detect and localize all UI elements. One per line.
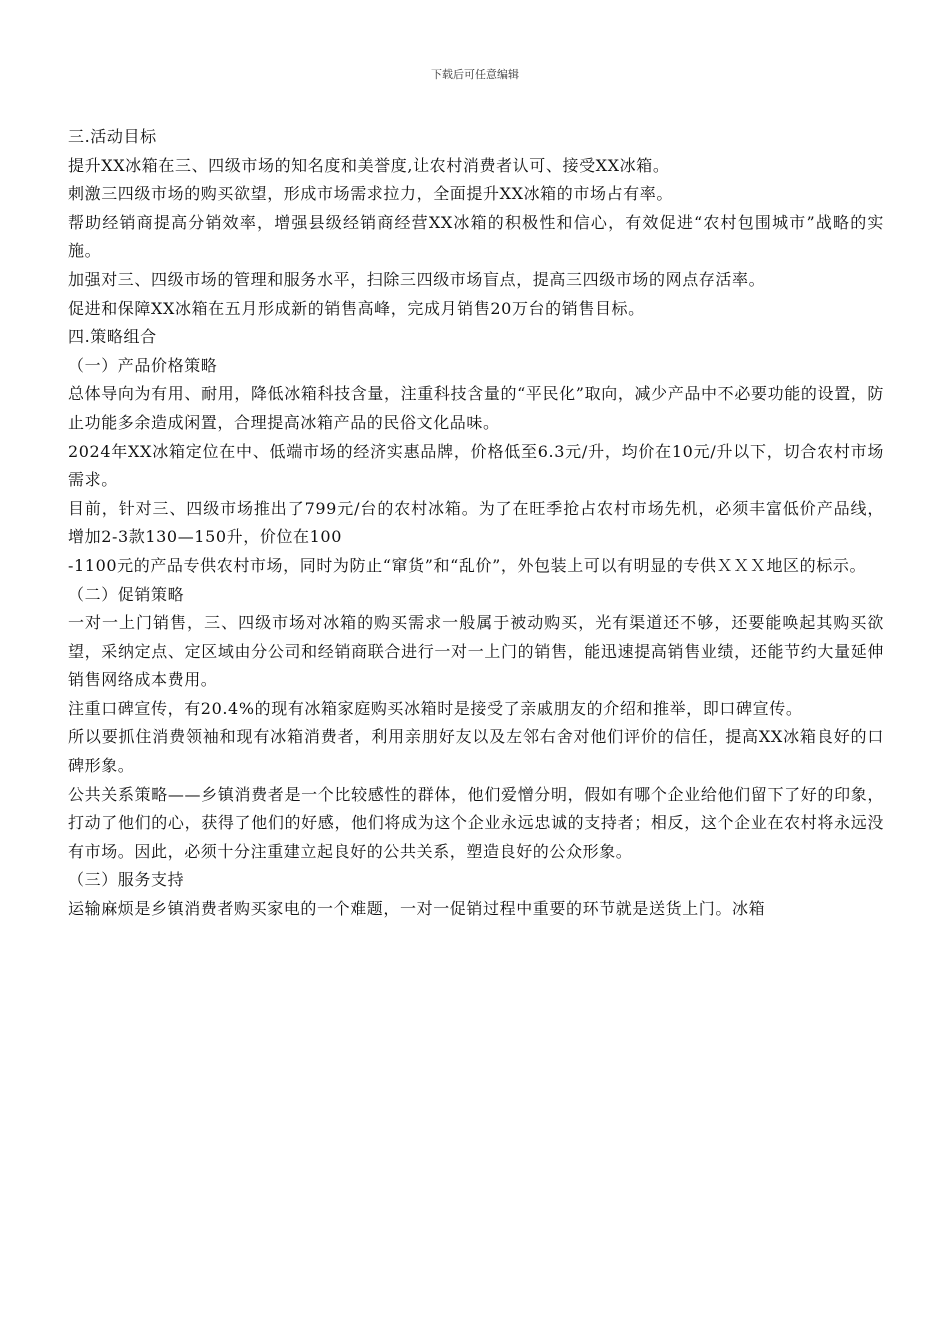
section-heading: 四.策略组合 xyxy=(68,327,157,347)
document-body xyxy=(68,123,884,924)
paragraph: 帮助经销商提高分销效率，增强县级经销商经营XX冰箱的积极性和信心，有效促进“农村包围城市”战略的实施。 xyxy=(68,212,884,261)
paragraph: 促进和保障XX冰箱在五月形成新的销售高峰，完成月销售20万台的销售目标。 xyxy=(68,298,645,318)
paragraph: 2024年XX冰箱定位在中、低端市场的经济实惠品牌，价格低至6.3元/升，均价在10元/升以下，切合农村市场需求。 xyxy=(68,441,884,490)
paragraph: 公共关系策略——乡镇消费者是一个比较感性的群体，他们爱憎分明，假如有哪个企业给他们留下了好的印象，打动了他们的心，获得了他们的好感，他们将成为这个企业永远忠诚的支持者；相反，这个企业在农村将永远没有市场。因此，必须十分注重建立起良好的公共关系，塑造良好的公众形象。 xyxy=(68,784,884,861)
paragraph: 注重口碑宣传，有20.4%的现有冰箱家庭购买冰箱时是接受了亲戚朋友的介绍和推举，即口碑宣传。 xyxy=(68,698,803,718)
paragraph: 刺激三四级市场的购买欲望，形成市场需求拉力，全面提升XX冰箱的市场占有率。 xyxy=(68,184,673,204)
subsection-heading: （一）产品价格策略 xyxy=(68,355,218,375)
paragraph: 提升XX冰箱在三、四级市场的知名度和美誉度,让农村消费者认可、接受XX冰箱。 xyxy=(68,155,670,175)
paragraph: 目前，针对三、四级市场推出了799元/台的农村冰箱。为了在旺季抢占农村市场先机，必须丰富低价产品线，增加2-3款130—150升，价位在100 xyxy=(68,498,884,547)
paragraph: 运输麻烦是乡镇消费者购买家电的一个难题，一对一促销过程中重要的环节就是送货上门。冰箱 xyxy=(68,899,766,919)
paragraph: -1100元的产品专供农村市场，同时为防止“窜货”和“乱价”，外包装上可以有明显的专供ＸＸＸ地区的标示。 xyxy=(68,555,867,575)
section-heading: 三.活动目标 xyxy=(68,127,157,146)
page-header: 下载后可任意编辑 xyxy=(431,68,519,81)
paragraph: 总体导向为有用、耐用，降低冰箱科技含量，注重科技含量的“平民化”取向，减少产品中不必要功能的设置，防止功能多余造成闲置，合理提高冰箱产品的民俗文化品味。 xyxy=(68,384,884,432)
paragraph: 加强对三、四级市场的管理和服务水平，扫除三四级市场盲点，提高三四级市场的网点存活率。 xyxy=(68,269,766,289)
paragraph: 一对一上门销售，三、四级市场对冰箱的购买需求一般属于被动购买，光有渠道还不够，还要能唤起其购买欲望，采纳定点、定区域由分公司和经销商联合进行一对一上门的销售，能迅速提高销售业绩，还能节约大量延伸销售网络成本费用。 xyxy=(68,613,884,690)
subsection-heading: （二）促销策略 xyxy=(68,584,185,604)
paragraph: 所以要抓住消费领袖和现有冰箱消费者，利用亲朋好友以及左邻右舍对他们评价的信任，提高XX冰箱良好的口碑形象。 xyxy=(68,727,884,776)
subsection-heading: （三）服务支持 xyxy=(68,870,185,890)
